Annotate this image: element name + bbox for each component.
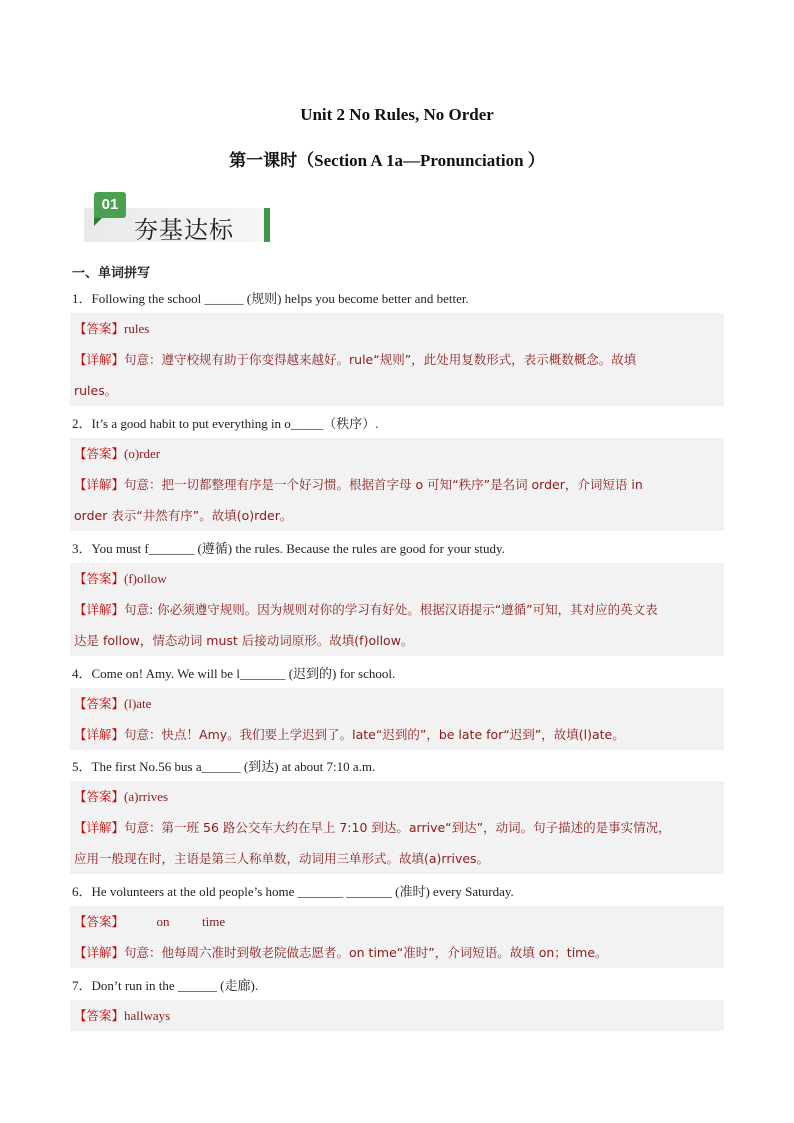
detail-5-cont: [70, 843, 724, 874]
question-2: 2．It’s a good habit to put everything in o_____（秩序）.: [72, 416, 379, 431]
answer-2: [70, 438, 724, 469]
answer-4: [70, 688, 724, 719]
detail-6: [70, 937, 724, 968]
answer-5: [70, 781, 724, 812]
question-6: 6．He volunteers at the old people’s home _______ _______ (准时) every Saturday.: [72, 884, 514, 899]
detail-1-cont: [70, 375, 724, 406]
answer-text: hallways: [124, 1008, 171, 1023]
detail-4: [70, 719, 724, 750]
banner-accent-bar: [264, 208, 270, 242]
section-banner: [84, 190, 270, 242]
answer-tag: 【答案】: [74, 446, 125, 461]
detail-1: [70, 344, 724, 375]
question-1: 1．Following the school ______ (规则) helps you become better and better.: [72, 291, 469, 306]
detail-3: [70, 594, 724, 625]
detail-tag: 【详解】: [74, 727, 125, 742]
answer-tag: 【答案】: [74, 914, 125, 929]
detail-2-cont: [70, 500, 724, 531]
question-5: 5．The first No.56 bus a______ (到达) at about 7:10 a.m.: [72, 759, 376, 774]
answer-tag: 【答案】: [74, 789, 125, 804]
detail-text: 句意：把一切都整理有序是一个好习惯。根据首字母 o 可知“秩序”是名词 order，介词短语 in: [124, 477, 643, 492]
detail-tag: 【详解】: [74, 820, 125, 835]
detail-text: 句意：他每周六准时到敬老院做志愿者。on time“准时”，介词短语。故填 on；time。: [124, 945, 608, 960]
question-4: 4．Come on! Amy. We will be l_______ (迟到的) for school.: [72, 666, 396, 681]
detail-text: 应用一般现在时，主语是第三人称单数，动词用三单形式。故填(a)rrives。: [74, 851, 490, 866]
lesson-subtitle: 第一课时（Section A 1a—Pronunciation ）: [229, 151, 545, 170]
detail-3-cont: [70, 625, 724, 656]
answer-tag: 【答案】: [74, 696, 125, 711]
detail-text: 句意：快点！Amy。我们要上学迟到了。late“迟到的”，be late for“迟到”，故填(l)ate。: [124, 727, 625, 742]
section-heading: 一、单词拼写: [72, 266, 151, 281]
question-3: 3．You must f_______ (遵循) the rules. Because the rules are good for your study.: [72, 541, 505, 556]
detail-2: [70, 469, 724, 500]
question-7: 7．Don’t run in the ______ (走廊).: [72, 978, 259, 993]
answer-text: (o)rder: [124, 446, 161, 461]
detail-text: 句意: 你必须遵守规则。因为规则对你的学习有好处。根据汉语提示“遵循”可知，其对应的英文表: [124, 602, 658, 617]
detail-5: [70, 812, 724, 843]
answer-text: (a)rrives: [124, 789, 169, 804]
detail-text: 达是 follow，情态动词 must 后接动词原形。故填(f)ollow。: [74, 633, 414, 648]
answer-6: [70, 906, 724, 937]
answer-3: [70, 563, 724, 594]
answer-tag: 【答案】: [74, 1008, 125, 1023]
banner-label: 夯基达标: [134, 216, 234, 244]
answer-text: (f)ollow: [124, 571, 167, 586]
answer-7: [70, 1000, 724, 1031]
answer-text: on time: [124, 914, 226, 929]
detail-tag: 【详解】: [74, 477, 125, 492]
detail-text: order 表示“井然有序”。故填(o)rder。: [74, 508, 293, 523]
page-title: Unit 2 No Rules, No Order: [300, 105, 494, 124]
answer-1: [70, 313, 724, 344]
answer-tag: 【答案】: [74, 571, 125, 586]
detail-text: rules。: [74, 383, 118, 398]
detail-tag: 【详解】: [74, 602, 125, 617]
answer-tag: 【答案】: [74, 321, 125, 336]
badge-tail-icon: [94, 218, 102, 226]
answer-text: (l)ate: [124, 696, 152, 711]
answer-text: rules: [124, 321, 150, 336]
banner-number-badge: 01: [94, 192, 126, 218]
detail-text: 句意：遵守校规有助于你变得越来越好。rule“规则”，此处用复数形式，表示概数概念。故填: [124, 352, 637, 367]
detail-tag: 【详解】: [74, 945, 125, 960]
detail-text: 句意：第一班 56 路公交车大约在早上 7:10 到达。arrive“到达”，动词。句子描述的是事实情况，: [124, 820, 671, 835]
detail-tag: 【详解】: [74, 352, 125, 367]
